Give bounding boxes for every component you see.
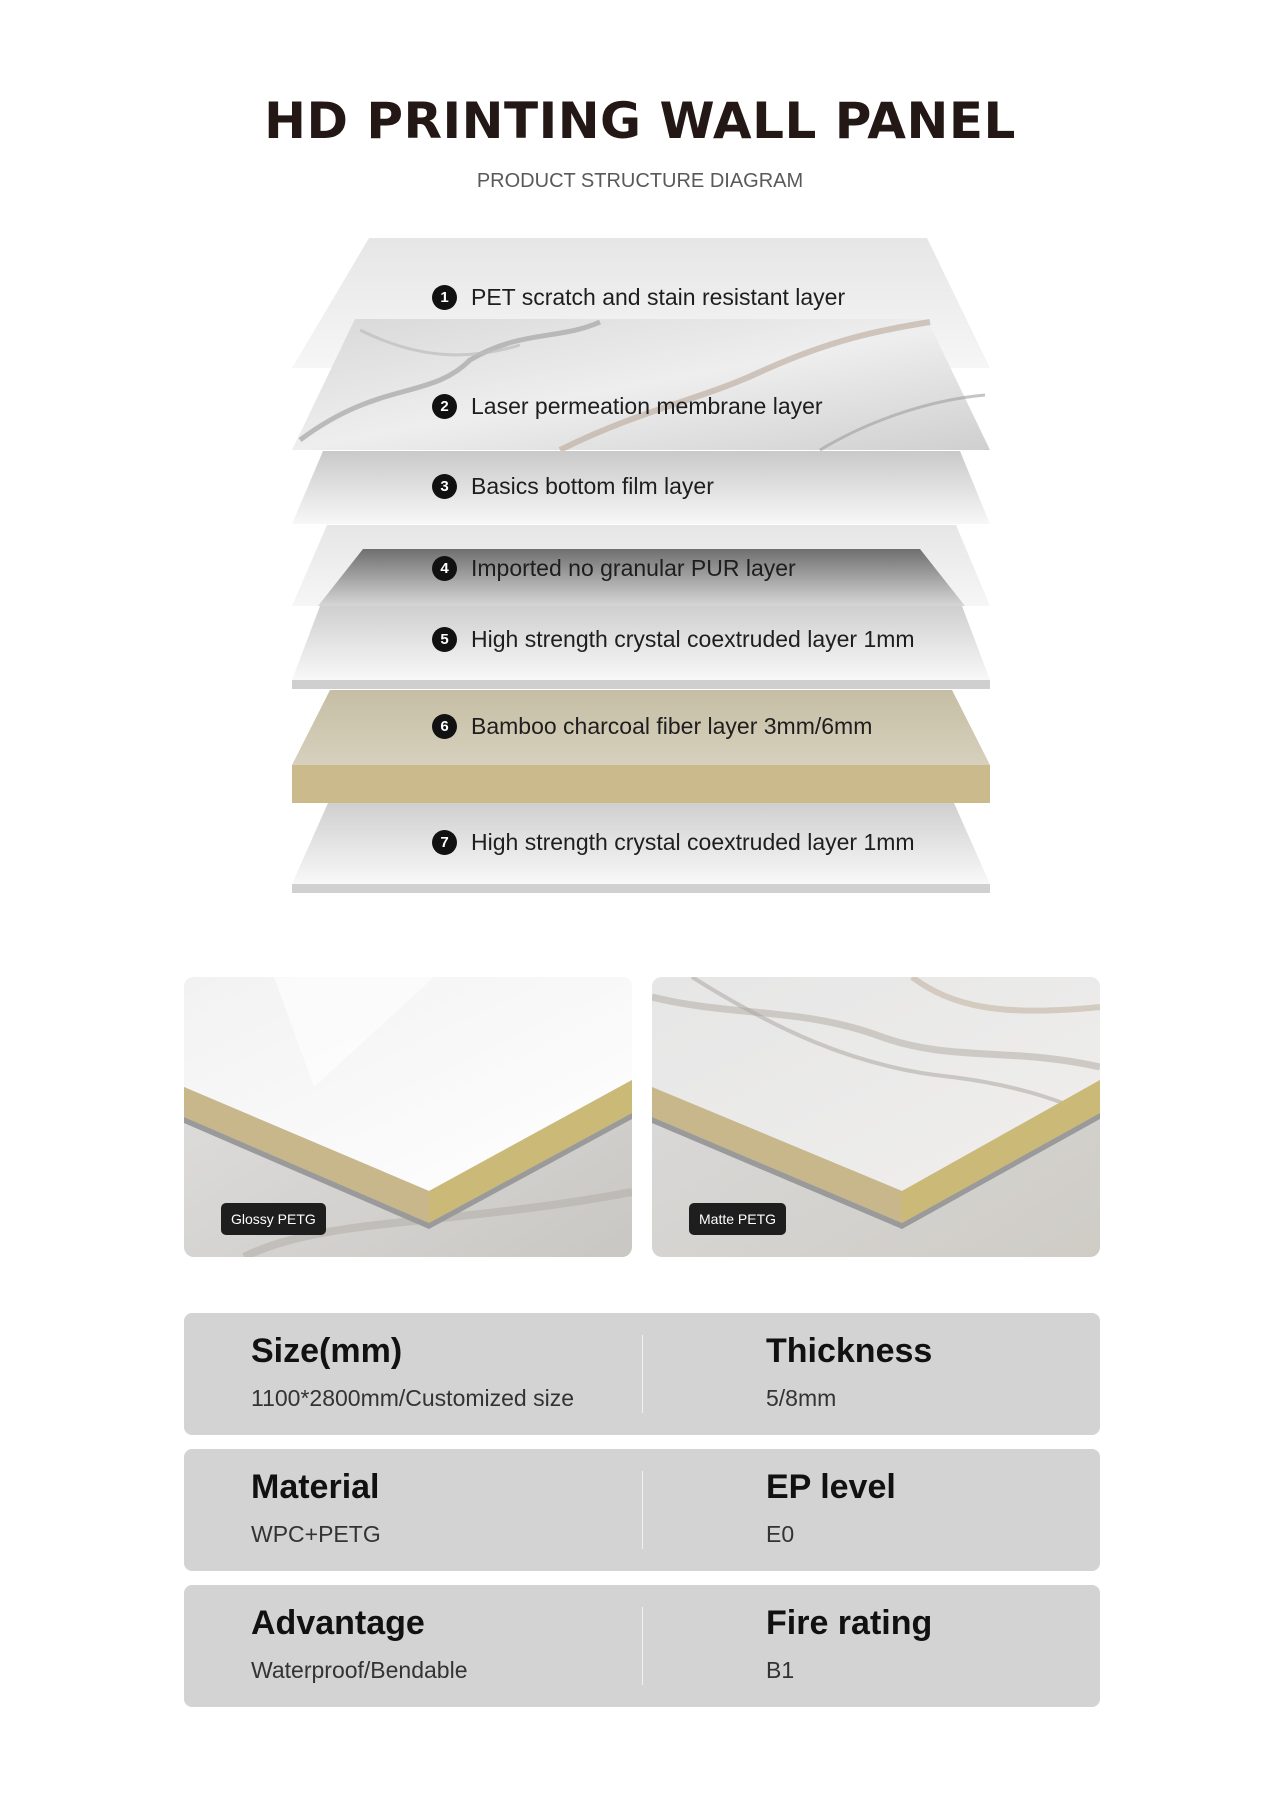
layer-label-3 bbox=[432, 471, 714, 501]
photo-tag: Glossy PETG bbox=[221, 1203, 326, 1235]
spec-label: Material bbox=[251, 1468, 380, 1506]
layer-number-badge: 6 bbox=[432, 714, 457, 739]
page-subtitle: PRODUCT STRUCTURE DIAGRAM bbox=[476, 170, 804, 192]
layer-label-1 bbox=[432, 282, 845, 312]
spec-row-advantage-fire bbox=[184, 1585, 1100, 1707]
layer-number-badge: 5 bbox=[432, 627, 457, 652]
layer-number-badge: 1 bbox=[432, 285, 457, 310]
spec-value: 1100*2800mm/Customized size bbox=[251, 1385, 575, 1411]
spec-value: E0 bbox=[766, 1521, 795, 1547]
layer-label-2 bbox=[432, 391, 823, 421]
layer-label-4 bbox=[432, 553, 796, 583]
layer-5-edge bbox=[292, 680, 990, 689]
spec-label: Thickness bbox=[766, 1332, 933, 1370]
spec-divider bbox=[642, 1335, 643, 1413]
layer-name: PET scratch and stain resistant layer bbox=[471, 283, 846, 310]
glossy-petg-photo bbox=[184, 977, 632, 1257]
spec-row-material-ep bbox=[184, 1449, 1100, 1571]
spec-label: Size(mm) bbox=[251, 1332, 403, 1370]
spec-row-size-thickness bbox=[184, 1313, 1100, 1435]
layer-name: High strength crystal coextruded layer 1mm bbox=[471, 828, 915, 855]
spec-divider bbox=[642, 1607, 643, 1685]
layer-name: Basics bottom film layer bbox=[471, 472, 714, 499]
spec-value: Waterproof/Bendable bbox=[251, 1657, 468, 1683]
layer-number-badge: 2 bbox=[432, 394, 457, 419]
spec-value: 5/8mm bbox=[766, 1385, 837, 1411]
spec-value: WPC+PETG bbox=[251, 1521, 381, 1547]
page-title: HD PRINTING WALL PANEL bbox=[264, 92, 1016, 150]
layer-name: Bamboo charcoal fiber layer 3mm/6mm bbox=[471, 712, 873, 739]
photo-tag: Matte PETG bbox=[689, 1203, 786, 1235]
spec-label: EP level bbox=[766, 1468, 896, 1506]
layer-label-5 bbox=[432, 624, 915, 654]
layer-number-badge: 4 bbox=[432, 556, 457, 581]
layer-name: Imported no granular PUR layer bbox=[471, 554, 796, 581]
layer-label-6 bbox=[432, 711, 872, 741]
layer-name: Laser permeation membrane layer bbox=[471, 392, 823, 419]
matte-petg-photo bbox=[652, 977, 1100, 1257]
layer-6-edge bbox=[292, 765, 990, 803]
layer-7-edge bbox=[292, 884, 990, 893]
spec-divider bbox=[642, 1471, 643, 1549]
layer-number-badge: 7 bbox=[432, 830, 457, 855]
layer-label-7 bbox=[432, 827, 915, 857]
spec-label: Advantage bbox=[251, 1604, 425, 1642]
spec-value: B1 bbox=[766, 1657, 795, 1683]
layer-2-sheet bbox=[292, 319, 990, 450]
layer-number-badge: 3 bbox=[432, 474, 457, 499]
spec-label: Fire rating bbox=[766, 1604, 933, 1642]
layer-name: High strength crystal coextruded layer 1mm bbox=[471, 625, 915, 652]
